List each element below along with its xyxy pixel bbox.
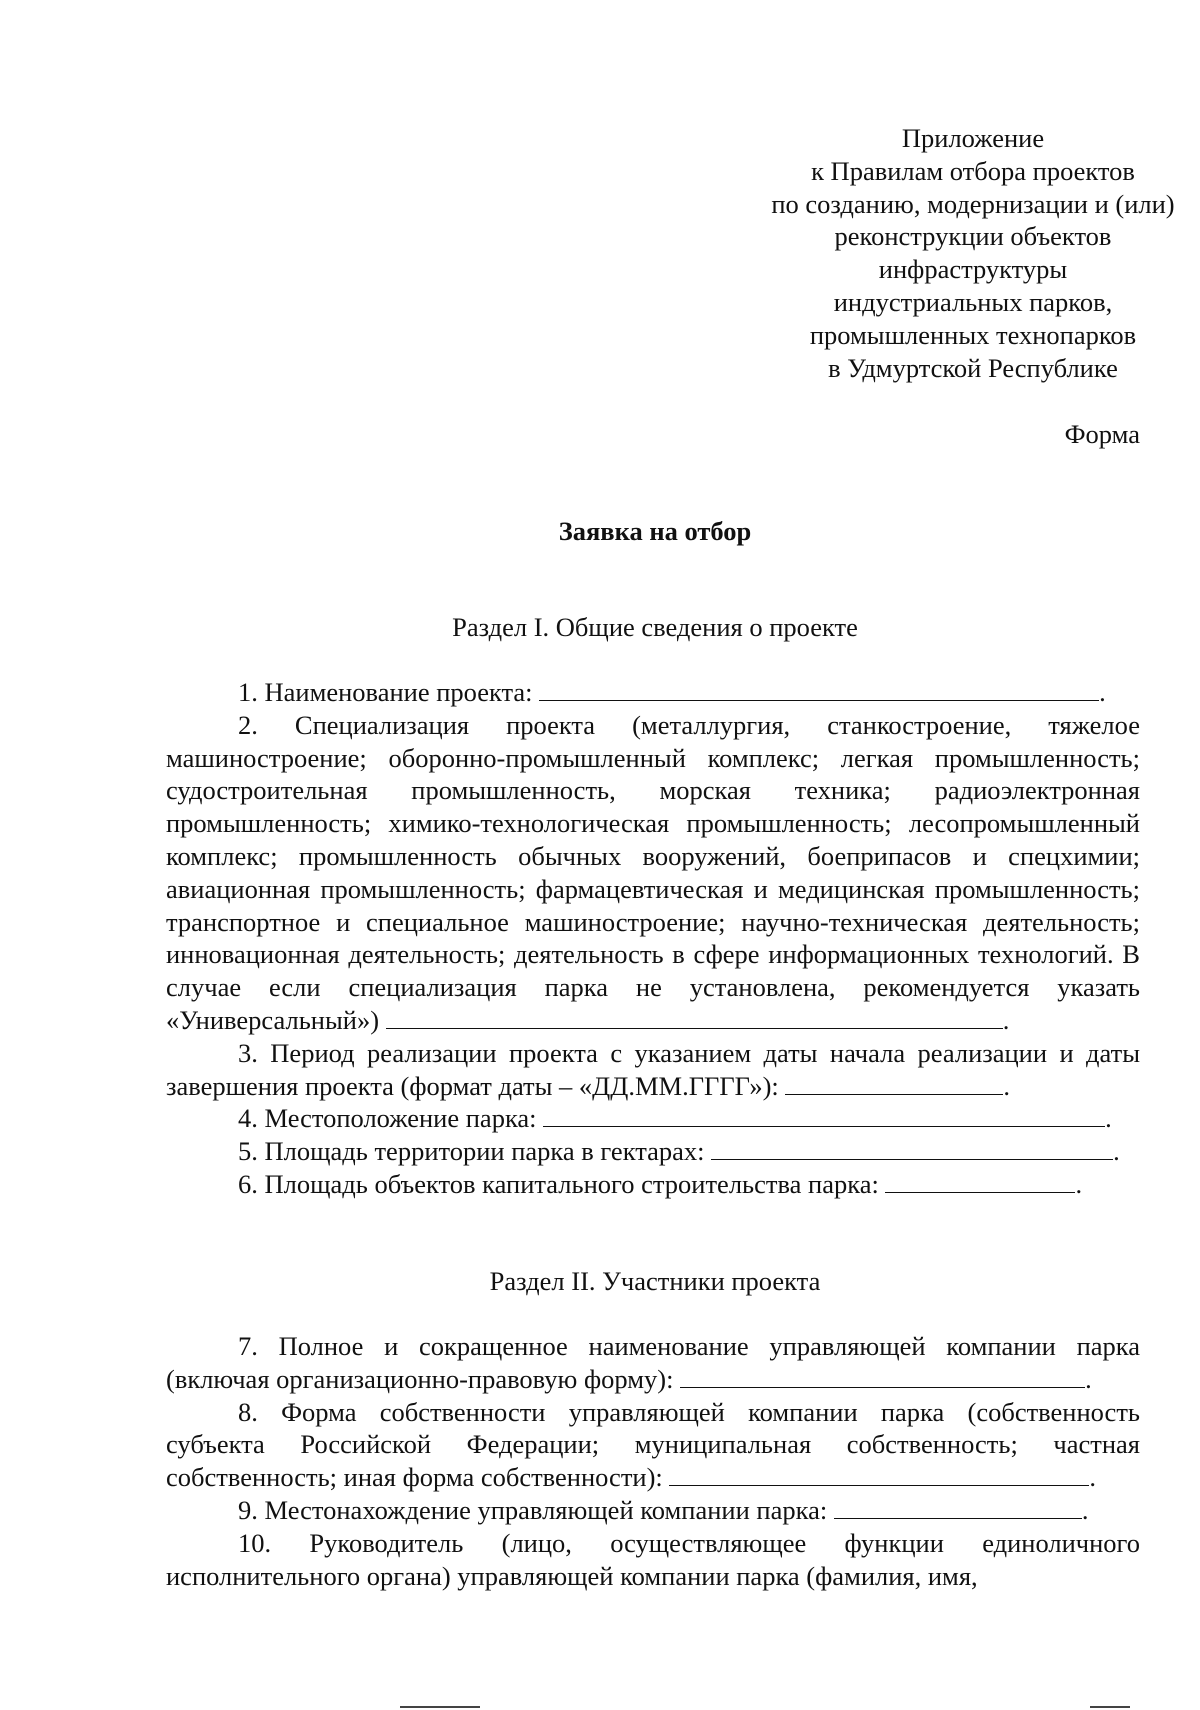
- item-7: [166, 1330, 1140, 1396]
- item-9-blank-field[interactable]: [834, 1497, 1082, 1519]
- item-2-text: 2. Специализация проекта (металлургия, станкостроение, тяжелое машиностроение; оборонно-промышленный комплекс; легкая промышленность; судостроительная промышленность, морская техника; радиоэлектронная промышленность; химико-технологическая промышленность; лесопромышленный комплекс; промышленность обычных вооружений, боеприпасов и спецхимии; авиационная промышленность; фармацевтическая и медицинская промышленность; транспортное и специальное машиностроение; научно-техническая деятельность; инновационная деятельность; деятельность в сфере информационных технологий. В случае если специализация парка не установлена, рекомендуется указать «Универсальный»): [166, 709, 1140, 1035]
- period: .: [1081, 1494, 1089, 1525]
- item-3: [166, 1037, 1140, 1103]
- section-2-heading: Раздел II. Участники проекта: [489, 1266, 821, 1296]
- period: .: [1099, 677, 1106, 707]
- item-4-text: 4. Местоположение парка:: [238, 1103, 537, 1134]
- period: .: [1085, 1363, 1092, 1394]
- period: .: [1113, 1136, 1120, 1167]
- appendix-line: по созданию, модернизации и (или): [771, 188, 1175, 219]
- section-2-body: [166, 1330, 1140, 1592]
- item-1-blank-field[interactable]: [539, 679, 1099, 701]
- appendix-line: инфраструктуры: [878, 254, 1068, 285]
- item-5: [166, 1135, 1140, 1168]
- appendix-header: [700, 122, 1200, 384]
- item-1-text: 1. Наименование проекта:: [238, 677, 533, 707]
- period: .: [1003, 1070, 1011, 1101]
- item-8-blank-field[interactable]: [669, 1464, 1089, 1486]
- item-10-text: 10. Руководитель (лицо, осуществляющее функции единоличного исполнительного органа) управляющей компании парка (фамилия, имя,: [166, 1527, 1140, 1591]
- item-10: [166, 1527, 1140, 1593]
- scan-artifact: [400, 1706, 480, 1708]
- item-7-blank-field[interactable]: [680, 1366, 1085, 1388]
- document-title: Заявка на отбор: [558, 516, 752, 546]
- period: .: [1002, 1004, 1010, 1035]
- item-3-blank-field[interactable]: [785, 1073, 1003, 1095]
- item-1: [166, 676, 1140, 709]
- item-5-text: 5. Площадь территории парка в гектарах:: [238, 1136, 705, 1167]
- item-4: [166, 1102, 1140, 1135]
- item-6: [166, 1168, 1140, 1201]
- item-8-text: 8. Форма собственности управляющей компании парка (собственность субъекта Российской Федерации; муниципальная собственность; частная собственность; иная форма собственности):: [166, 1396, 1140, 1493]
- item-9-text: 9. Местонахождение управляющей компании парка:: [238, 1494, 828, 1525]
- item-5-blank-field[interactable]: [711, 1138, 1113, 1160]
- appendix-line: индустриальных парков,: [833, 286, 1113, 317]
- item-3-text: 3. Период реализации проекта с указанием даты начала реализации и даты завершения проекта (формат даты – «ДД.ММ.ГГГГ»):: [166, 1037, 1140, 1101]
- item-6-text: 6. Площадь объектов капитального строительства парка:: [238, 1168, 879, 1199]
- item-7-text: 7. Полное и сокращенное наименование управляющей компании парка (включая организационно-правовую форму):: [166, 1331, 1140, 1394]
- appendix-line: промышленных технопарков: [809, 319, 1137, 350]
- section-1-heading: Раздел I. Общие сведения о проекте: [452, 612, 858, 642]
- item-9: [166, 1494, 1140, 1527]
- item-8: [166, 1396, 1140, 1494]
- form-label: Форма: [1064, 419, 1140, 449]
- item-4-blank-field[interactable]: [543, 1105, 1105, 1127]
- period: .: [1075, 1168, 1083, 1199]
- scan-artifact: [1090, 1706, 1130, 1708]
- appendix-line: реконструкции объектов: [834, 221, 1112, 252]
- item-6-blank-field[interactable]: [885, 1171, 1075, 1193]
- appendix-line: Приложение: [901, 123, 1045, 153]
- item-2: [166, 709, 1140, 1037]
- section-1-body: [166, 676, 1140, 1201]
- item-2-blank-field[interactable]: [386, 1007, 1003, 1029]
- period: .: [1105, 1103, 1112, 1134]
- appendix-line: к Правилам отбора проектов: [811, 155, 1135, 186]
- appendix-line: в Удмуртской Республике: [828, 352, 1118, 383]
- period: .: [1089, 1462, 1097, 1493]
